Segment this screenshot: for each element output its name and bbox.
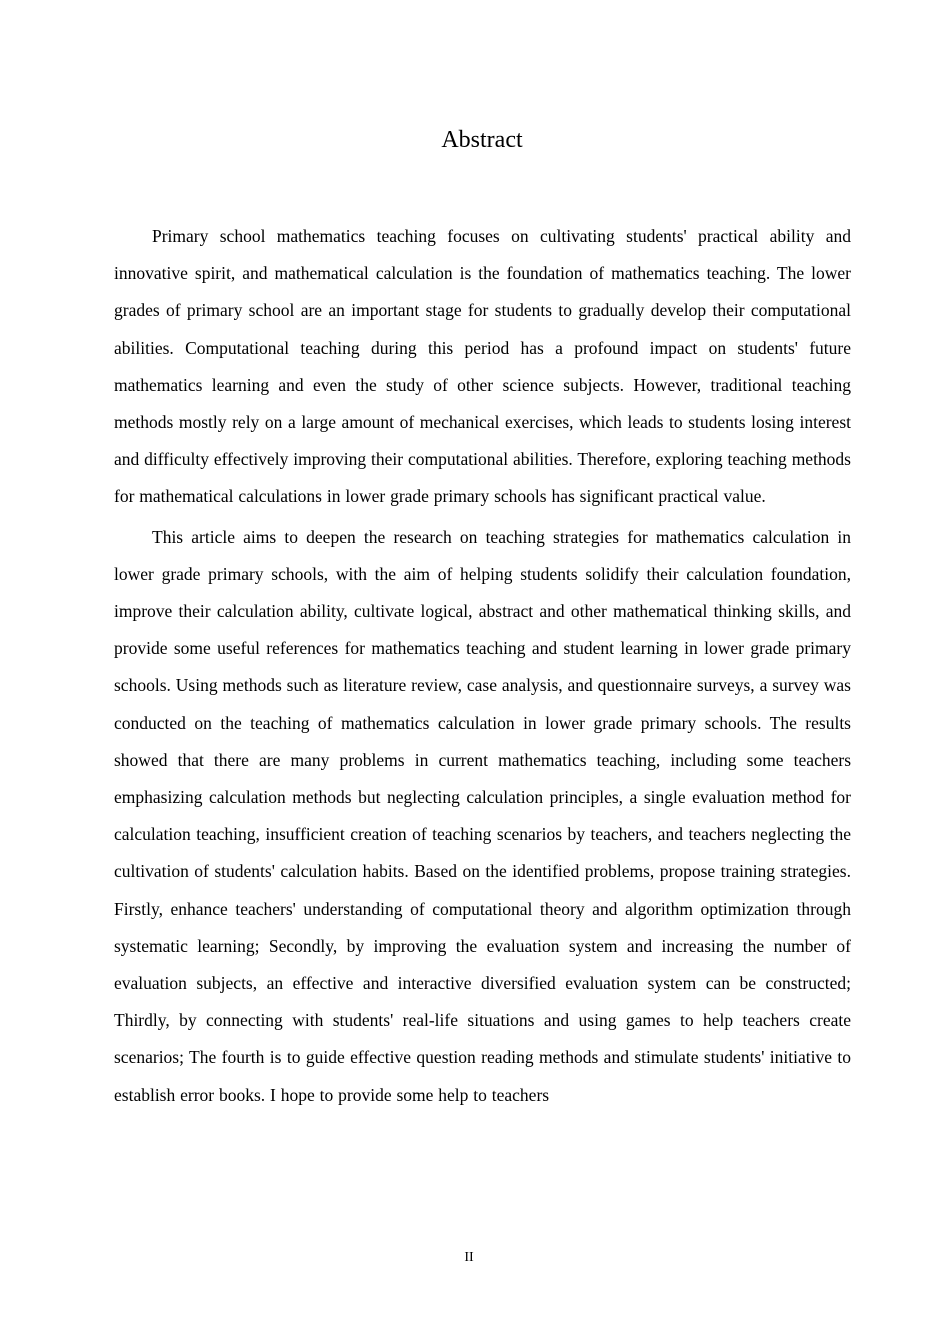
- abstract-body: [114, 218, 851, 1117]
- abstract-paragraph-2: This article aims to deepen the research on teaching strategies for mathematics calculation in lower grade primary schools, with the aim of helping students solidify their calculation foundation, improve their calculation ability, cultivate logical, abstract and other mathematical thinking skills, and provide some useful references for mathematics teaching and student learning in lower grade primary schools. Using methods such as literature review, case analysis, and questionnaire surveys, a survey was conducted on the teaching of mathematics calculation in lower grade primary schools. The results showed that there are many problems in current mathematics teaching, including some teachers emphasizing calculation methods but neglecting calculation principles, a single evaluation method for calculation teaching, insufficient creation of teaching scenarios by teachers, and teachers neglecting the cultivation of students' calculation habits. Based on the identified problems, propose training strategies. Firstly, enhance teachers' understanding of computational theory and algorithm optimization through systematic learning; Secondly, by improving the evaluation system and increasing the number of evaluation subjects, an effective and interactive diversified evaluation system can be constructed; Thirdly, by connecting with students' real-life situations and using games to help teachers create scenarios; The fourth is to guide effective question reading methods and stimulate students' initiative to establish error books. I hope to provide some help to teachers: [114, 526, 851, 1105]
- page-title: Abstract: [441, 127, 523, 153]
- page-number: II: [464, 1250, 474, 1265]
- abstract-paragraph-1: Primary school mathematics teaching focuses on cultivating students' practical ability and innovative spirit, and mathematical calculation is the foundation of mathematics teaching. The lower grades of primary school are an important stage for students to gradually develop their computational abilities. Computational teaching during this period has a profound impact on students' future mathematics learning and even the study of other science subjects. However, traditional teaching methods mostly rely on a large amount of mechanical exercises, which leads to students losing interest and difficulty effectively improving their computational abilities. Therefore, exploring teaching methods for mathematical calculations in lower grade primary schools has significant practical value.: [114, 226, 851, 507]
